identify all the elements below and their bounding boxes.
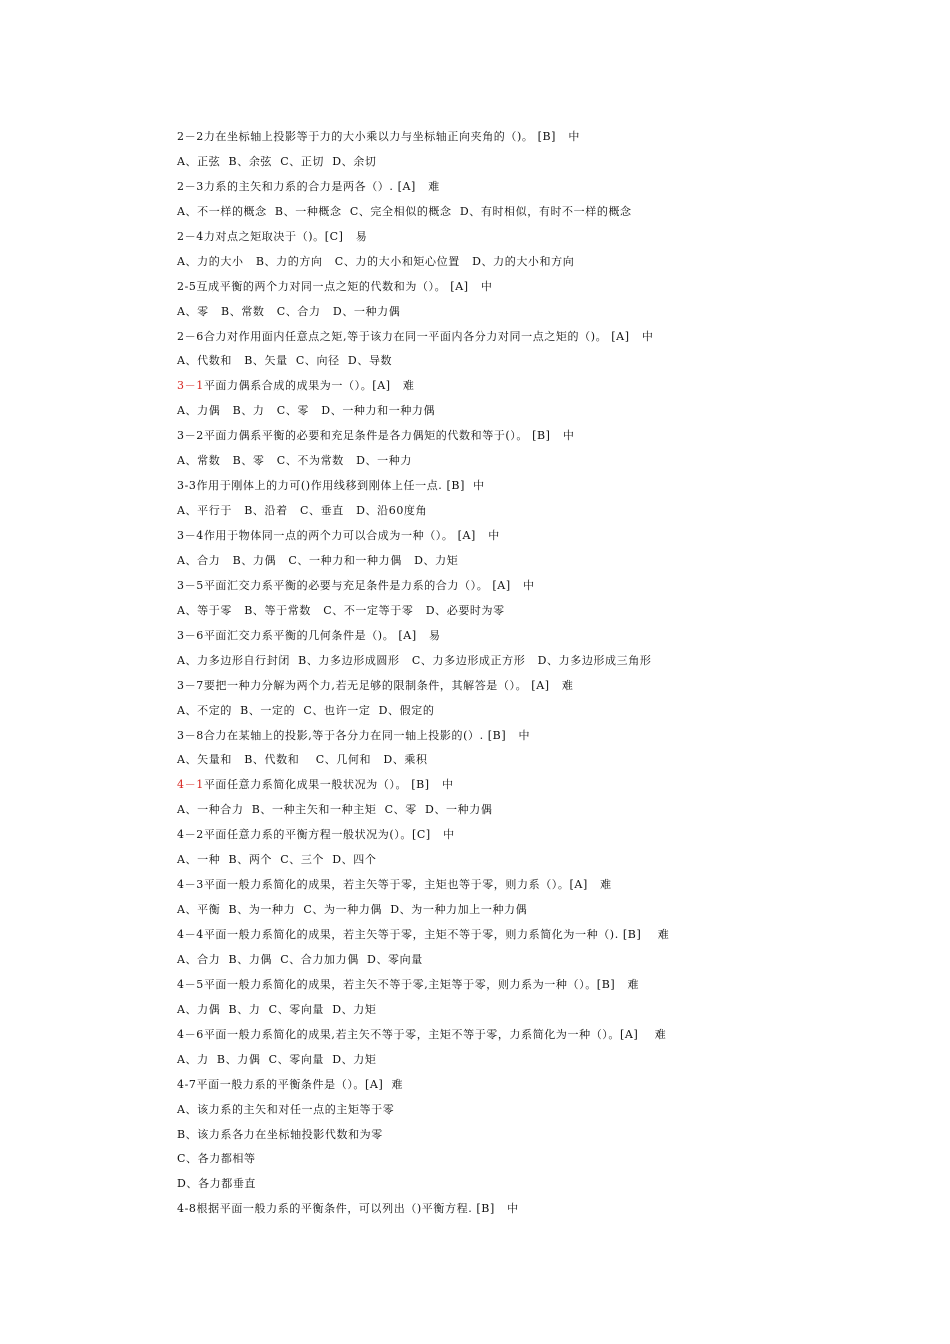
option-line [177, 352, 817, 377]
question-text: 平面任意力系简化成果一般状况为（）。 [B] 中 [203, 778, 454, 792]
question-line [177, 1076, 817, 1101]
question-text: 平面一般力系简化的成果,若主矢不等于零，主矩不等于零，力系简化为一种（）。[A] 难 [203, 1027, 667, 1041]
question-text: 互成平衡的两个力对同一点之矩的代数和为（）。 [A] 中 [196, 279, 493, 293]
option-line [177, 1101, 817, 1126]
option-text: A、力多边形自行封闭 B、力多边形成圆形 C、力多边形成正方形 D、力多边形成三角形 [177, 653, 652, 667]
option-line [177, 502, 817, 527]
option-line [177, 901, 817, 926]
question-text: 力系的主矢和力系的合力是两各（）. [A] 难 [203, 179, 440, 193]
option-line [177, 1175, 817, 1200]
question-number: 4－1 [177, 778, 204, 792]
question-text: 合力对作用面内任意点之矩,等于该力在同一平面内各分力对同一点之矩的（)。 [A] 中 [203, 329, 654, 343]
question-number: 3－4 [177, 529, 204, 542]
question-number: 3－1 [177, 379, 204, 393]
question-line [177, 677, 817, 702]
option-line [177, 1126, 817, 1151]
question-text: 作用于刚体上的力可()作用线移到刚体上任一点. [B] 中 [196, 479, 485, 493]
question-line [177, 377, 817, 402]
question-number: 2－3 [177, 179, 204, 193]
option-text: A、零 B、常数 C、合力 D、一种力偶 [177, 304, 401, 318]
question-number: 3－8 [177, 728, 204, 742]
question-line [177, 527, 817, 552]
question-line [177, 427, 817, 452]
option-text: B、该力系各力在坐标轴投影代数和为零 [177, 1127, 383, 1141]
question-line [177, 627, 817, 652]
option-line [177, 1150, 817, 1175]
question-line [177, 876, 817, 901]
question-line [177, 228, 817, 253]
question-text: 作用于物体同一点的两个力可以合成为一种（）。 [A] 中 [203, 529, 500, 542]
question-number: 2－2 [177, 130, 204, 143]
question-number: 3－5 [177, 578, 204, 592]
option-line [177, 402, 817, 427]
option-line [177, 153, 817, 178]
option-text: A、不一样的概念 B、一种概念 C、完全相似的概念 D、有时相似，有时不一样的概念 [177, 204, 632, 218]
question-number: 4-7 [177, 1077, 197, 1091]
question-line [177, 178, 817, 203]
option-text: A、力 B、力偶 C、零向量 D、力矩 [177, 1052, 377, 1066]
question-number: 4－2 [177, 828, 204, 842]
question-line [177, 477, 817, 502]
option-line [177, 1051, 817, 1076]
question-line [177, 926, 817, 951]
option-line [177, 602, 817, 627]
option-text: A、力的大小 B、力的方向 C、力的大小和矩心位置 D、力的大小和方向 [177, 254, 575, 268]
question-text: 力对点之矩取决于（)。[C] 易 [203, 229, 368, 243]
question-text: 力在坐标轴上投影等于力的大小乘以力与坐标轴正向夹角的（)。 [B] 中 [203, 130, 580, 143]
option-text: A、正弦 B、余弦 C、正切 D、余切 [177, 154, 377, 168]
option-line [177, 702, 817, 727]
question-text: 要把一种力分解为两个力,若无足够的限制条件，其解答是（）。 [A] 难 [203, 678, 574, 692]
question-text: 平面一般力系简化的成果，若主矢等于零，主矩也等于零，则力系（）。[A] 难 [203, 878, 612, 892]
option-text: A、等于零 B、等于常数 C、不一定等于零 D、必要时为零 [177, 603, 505, 617]
question-line [177, 1200, 817, 1225]
option-text: A、矢量和 B、代数和 C、几何和 D、乘积 [177, 753, 428, 767]
question-line [177, 128, 817, 153]
option-line [177, 951, 817, 976]
option-text: A、平衡 B、为一种力 C、为一种力偶 D、为一种力加上一种力偶 [177, 903, 528, 917]
option-text: A、一种 B、两个 C、三个 D、四个 [177, 853, 377, 867]
question-text: 根据平面一般力系的平衡条件，可以列出（)平衡方程. [B] 中 [196, 1202, 519, 1216]
question-line [177, 577, 817, 602]
question-number: 4－3 [177, 878, 204, 892]
option-text: D、各力都垂直 [177, 1177, 257, 1191]
option-text: A、平行于 B、沿着 C、垂直 D、沿60度角 [177, 504, 428, 518]
question-number: 2－4 [177, 229, 204, 243]
question-text: 平面一般力系简化的成果，若主矢等于零，主矩不等于零，则力系简化为一种（). [B] 难 [203, 928, 670, 941]
option-line [177, 452, 817, 477]
option-line [177, 253, 817, 278]
option-line [177, 801, 817, 826]
option-line [177, 652, 817, 677]
question-text: 平面一般力系简化的成果，若主矢不等于零,主矩等于零，则力系为一种（）。[B] 难 [203, 977, 640, 991]
question-number: 3－2 [177, 429, 204, 443]
option-line [177, 751, 817, 776]
question-number: 4-8 [177, 1202, 197, 1216]
question-line [177, 1026, 817, 1051]
question-number: 3－7 [177, 678, 204, 692]
option-line [177, 851, 817, 876]
option-text: A、合力 B、力偶 C、一种力和一种力偶 D、力矩 [177, 553, 459, 567]
question-text: 平面力偶系平衡的必要和充足条件是各力偶矩的代数和等于(）。 [B] 中 [203, 429, 575, 443]
question-line [177, 776, 817, 801]
option-line [177, 303, 817, 328]
option-text: A、力偶 B、力 C、零 D、一种力和一种力偶 [177, 404, 436, 418]
option-text: A、力偶 B、力 C、零向量 D、力矩 [177, 1002, 377, 1016]
question-line [177, 826, 817, 851]
question-number: 3-3 [177, 479, 197, 493]
question-line [177, 328, 817, 353]
question-line [177, 976, 817, 1001]
option-text: A、常数 B、零 C、不为常数 D、一种力 [177, 454, 412, 468]
question-text: 平面汇交力系平衡的必要与充足条件是力系的合力（）。 [A] 中 [203, 578, 535, 592]
question-number: 2－6 [177, 329, 204, 343]
option-text: A、该力系的主矢和对任一点的主矩等于零 [177, 1102, 395, 1116]
question-text: 平面一般力系的平衡条件是（）。[A] 难 [196, 1077, 404, 1091]
option-line [177, 1001, 817, 1026]
question-line [177, 727, 817, 752]
question-number: 2-5 [177, 279, 197, 293]
question-list [177, 128, 817, 1225]
question-number: 4－6 [177, 1027, 204, 1041]
question-text: 合力在某轴上的投影,等于各分力在同一轴上投影的(）. [B] 中 [203, 728, 531, 742]
option-line [177, 552, 817, 577]
option-text: A、合力 B、力偶 C、合力加力偶 D、零向量 [177, 952, 423, 966]
option-text: A、代数和 B、矢量 C、向径 D、导数 [177, 354, 393, 368]
question-text: 平面任意力系的平衡方程一般状况为(）。[C] 中 [203, 828, 455, 842]
option-text: C、各力都相等 [177, 1152, 256, 1166]
question-number: 4－5 [177, 977, 204, 991]
question-text: 平面力偶系合成的成果为一（）。[A] 难 [203, 379, 415, 393]
option-text: A、一种合力 B、一种主矢和一种主矩 C、零 D、一种力偶 [177, 803, 493, 817]
question-number: 4－4 [177, 928, 204, 941]
question-number: 3－6 [177, 628, 204, 642]
option-text: A、不定的 B、一定的 C、也许一定 D、假定的 [177, 703, 435, 717]
option-line [177, 203, 817, 228]
question-text: 平面汇交力系平衡的几何条件是（)。 [A] 易 [203, 628, 441, 642]
question-line [177, 278, 817, 303]
